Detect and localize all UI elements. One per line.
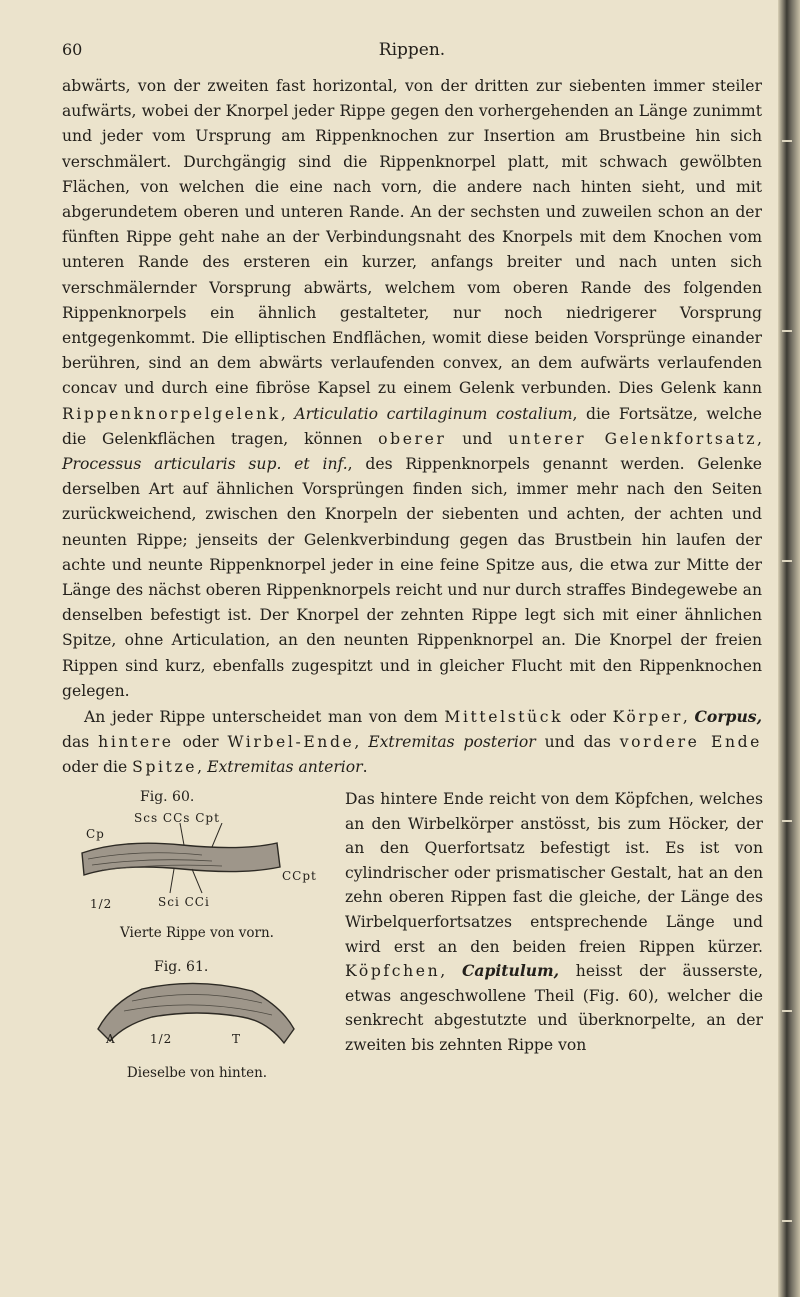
paragraph-2: An jeder Rippe unterscheidet man von dem Mittelstück oder Körper, Corpus, das hintere oder Wirbel-Ende, Extremitas posterior und das vordere Ende oder die Spitze, Extremitas anterior. — [62, 707, 762, 777]
fig-60-letter-right: CCpt — [282, 869, 317, 883]
figures — [62, 787, 332, 1087]
fig-61-scale: 1/2 — [150, 1032, 173, 1046]
fig-61-label: Fig. 61. — [154, 959, 209, 975]
main-text — [62, 74, 762, 781]
fig-60-rib-drawing — [62, 823, 332, 913]
fig-60-letters-bottom: Sci CCi — [158, 895, 210, 909]
fig-60-label: Fig. 60. — [140, 789, 195, 805]
page-edge — [778, 0, 800, 1297]
fig-60-letters-top: Scs CCs Cpt — [134, 811, 220, 825]
fig-60-caption: Vierte Rippe von vorn. — [120, 925, 274, 941]
fig-61-caption: Dieselbe von hinten. — [126, 1065, 268, 1081]
fig-60-scale: 1/2 — [90, 897, 113, 911]
running-title: Rippen. — [378, 40, 446, 60]
side-paragraph: Das hintere Ende reicht von dem Köpfchen, welches an den Wirbelkörper anstösst, bis zum Höcker, der an den Querfortsatz befestigt ist. Es ist von cylindrischer oder prismatischer Gestalt, hat an den zehn oberen Rippen fast die gleiche, der Länge des Wirbelquerfortsatzes entsprechende Länge und wird erst an den beiden freien Rippen kürzer. Köpfchen, Capitulum, heisst der äusserste, etwas angeschwollene Theil (Fig. 60), welcher die senkrecht abgestutzte und überknorpelte, an der zweiten bis zehnten Rippe von — [345, 790, 763, 1054]
side-text — [345, 787, 763, 1058]
fig-61-letter-a: A — [106, 1032, 116, 1046]
page-number: 60 — [62, 40, 83, 59]
fig-61-rib-drawing — [62, 977, 332, 1057]
fig-60-letter-left: Cp — [86, 827, 105, 841]
paragraph-1: abwärts, von der zweiten fast horizontal, von der dritten zur siebenten immer steiler aufwärts, wobei der Knorpel jeder Rippe gegen den vorhergehenden an Länge zunimmt und jeder vom Ursprung am Rippenknochen zur Insertion am Brustbeine hin sich verschmälert. Durchgängig sind die Rippenknorpel platt, mit schwach gewölbten Flächen, von welchen die eine nach vorn, die andere nach hinten sieht, und mit abgerundetem oberen und unteren Rande. An der sechsten und zuweilen schon an der fünften Rippe geht nahe an der Verbindungsnaht des Knorpels mit dem Knochen vom unteren Rande des ersteren ein kurzer, anfangs breiter und nach unten sich verschmälernder Vorsprung abwärts, welchem vom oberen Rande des folgenden Rippenknorpels ein ähnlich gestalteter, nur noch niedrigerer Vorsprung entgegenkommt. Die elliptischen Endflächen, womit diese beiden Vorsprünge einander berühren, sind an dem abwärts verlaufenden convex, an dem aufwärts verlaufenden concav und durch eine fibröse Kapsel zu einem Gelenk verbunden. Dies Gelenk kann Rippenknorpelgelenk, Articulatio cartilaginum costalium, die Fortsätze, welche die Gelenkflächen tragen, können oberer und unterer Gelenkfortsatz, Processus articularis sup. et inf., des Rippenknorpels genannt werden. Gelenke derselben Art auf ähnlichen Vorsprüngen finden sich, immer mehr nach den Seiten zurückweichend, zwischen den Knorpeln der siebenten und achten, der achten und neunten Rippe; jenseits der Gelenkverbindung gegen das Brustbein hin laufen der achte und neunte Rippenknorpel jeder in eine feine Spitze aus, die etwa zur Mitte der Länge des nächst oberen Rippenknorpels reicht und nur durch straffes Bindegewebe an denselben befestigt ist. Der Knorpel der zehnten Rippe legt sich mit einer ähnlichen Spitze, ohne Articulation, an den neunten Rippenknorpel an. Die Knorpel der freien Rippen sind kurz, ebenfalls zugespitzt und in gleicher Flucht mit den Rippenknochen gelegen. — [62, 77, 763, 700]
page-header — [62, 40, 762, 70]
fig-61-letter-t: T — [232, 1032, 242, 1046]
